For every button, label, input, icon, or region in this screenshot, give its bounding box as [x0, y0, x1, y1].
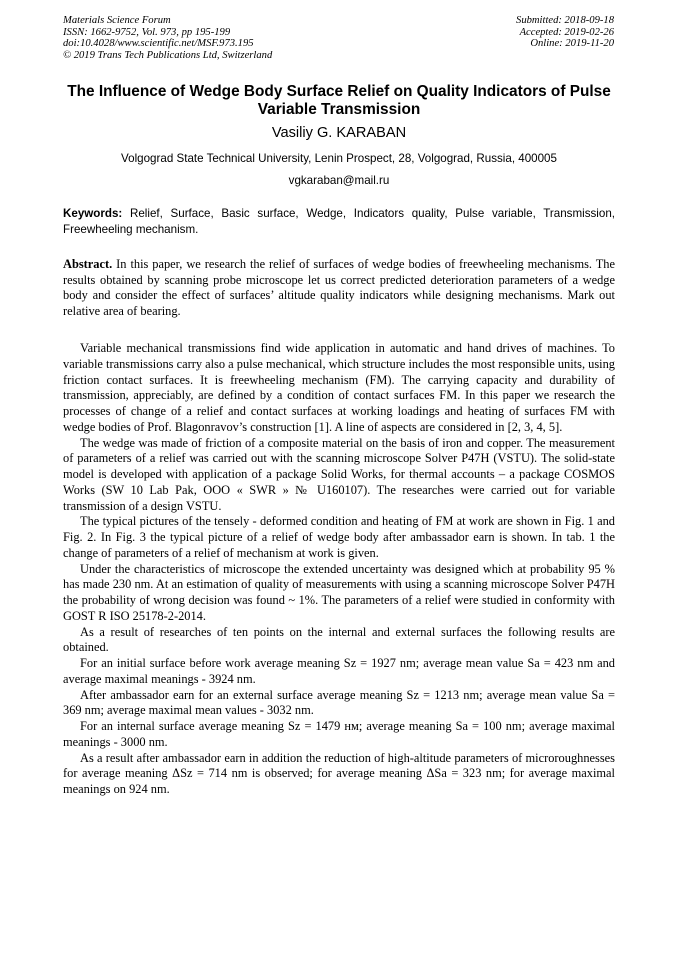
paper-title: The Influence of Wedge Body Surface Relief on Quality Indicators of Pulse Variable Transmission [67, 83, 611, 118]
accepted-date: Accepted: 2019-02-26 [519, 26, 614, 38]
copyright-line: © 2019 Trans Tech Publications Ltd, Switzerland [63, 49, 273, 61]
abstract-text: In this paper, we research the relief of surfaces of wedge bodies of freewheeling mechanisms. The results obtained by scanning probe microscope let us correct predicted deterioration parameters of a wedge body and consider the effect of surfaces’ altitude quality indicators while designing mechanisms. Mark out relative area of bearing. [63, 257, 615, 319]
keywords-text: Relief, Surface, Basic surface, Wedge, Indicators quality, Pulse variable, Transmission, Freewheeling mechanism. [63, 207, 615, 236]
journal-doi: doi:10.4028/www.scientific.net/MSF.973.195 [63, 38, 254, 50]
body-paragraph: After ambassador earn for an external surface average meaning Sz = 1213 nm; average mean value Sa = 369 nm; average maximal mean values - 3032 nm. [63, 687, 615, 718]
body-paragraph: Variable mechanical transmissions find wide application in automatic and hand drives of machines. To variable transmissions carry also a pulse mechanical, which structure includes the most responsible units, using friction contact surfaces. It is freewheeling mechanism (FM). The carrying capacity and durability of transmission, appreciably, are defined by a condition of contact surfaces FM. In this paper we research the processes of change of a relief and contact surfaces at working loadings and heating of surfaces FM with wedge bodies of Prof. Blagonravov’s construction [1]. A line of aspects are considered in [2, 3, 4, 5]. [63, 341, 615, 434]
keywords-section [63, 206, 615, 237]
submission-dates [516, 15, 614, 50]
submitted-date: Submitted: 2018-09-18 [516, 15, 614, 26]
body-paragraph: As a result of researches of ten points on the internal and external surfaces the following results are obtained. [63, 624, 615, 655]
author-name: Vasiliy G. KARABAN [271, 125, 407, 141]
online-date: Online: 2019-11-20 [530, 38, 614, 50]
body-paragraph: For an internal surface average meaning Sz = 1479 нм; average meaning Sa = 100 nm; average maximal meanings - 3000 nm. [63, 719, 615, 749]
author-email[interactable]: vgkaraban@mail.ru [288, 174, 390, 187]
abstract-section [63, 257, 615, 320]
body-text [63, 341, 615, 798]
body-paragraph: The typical pictures of the tensely - deformed condition and heating of FM at work are shown in Fig. 1 and Fig. 2. In Fig. 3 the typical picture of a relief of wedge body after ambassador earn is shown. In tab. 1 the change of parameters of a relief of mechanism at work is given. [63, 514, 615, 560]
body-paragraph: The wedge was made of friction of a composite material on the basis of iron and copper. The measurement of parameters of a relief was carried out with the scanning microscope Solver P47H (VSTU). The solid-state model is developed with application of a package Solid Works, for thermal accounts – a package COSMOS Works (SW 10 Lab Pak, OOO « SWR » № U160107). The researches were carried out for variable transmission of a design VSTU. [63, 435, 615, 513]
journal-issn: ISSN: 1662-9752, Vol. 973, pp 195-199 [63, 26, 231, 38]
body-paragraph: Under the characteristics of microscope the extended uncertainty was designed which at probability 95 % has made 230 nm. At an estimation of quality of measurements with using a scanning microscope Solver P47H the probability of wrong decision was found ~ 1%. The parameters of a relief were studied in conformity with GOST R ISO 25178-2-2014. [63, 561, 615, 623]
journal-name: Materials Science Forum [63, 15, 171, 26]
body-paragraph: For an initial surface before work average meaning Sz = 1927 nm; average mean value Sa = 423 nm and average maximal meanings - 3924 nm. [63, 656, 615, 686]
journal-header [63, 15, 272, 61]
keywords-label: Keywords: [63, 207, 123, 220]
author-affiliation: Volgograd State Technical University, Lenin Prospect, 28, Volgograd, Russia, 400005 [121, 152, 557, 165]
abstract-label: Abstract. [63, 257, 113, 271]
body-paragraph: As a result after ambassador earn in addition the reduction of high-altitude parameters of microroughnesses for average meaning ΔSz = 714 nm is observed; for average meaning ΔSa = 323 nm; for average maximal meanings on 924 nm. [63, 750, 615, 796]
